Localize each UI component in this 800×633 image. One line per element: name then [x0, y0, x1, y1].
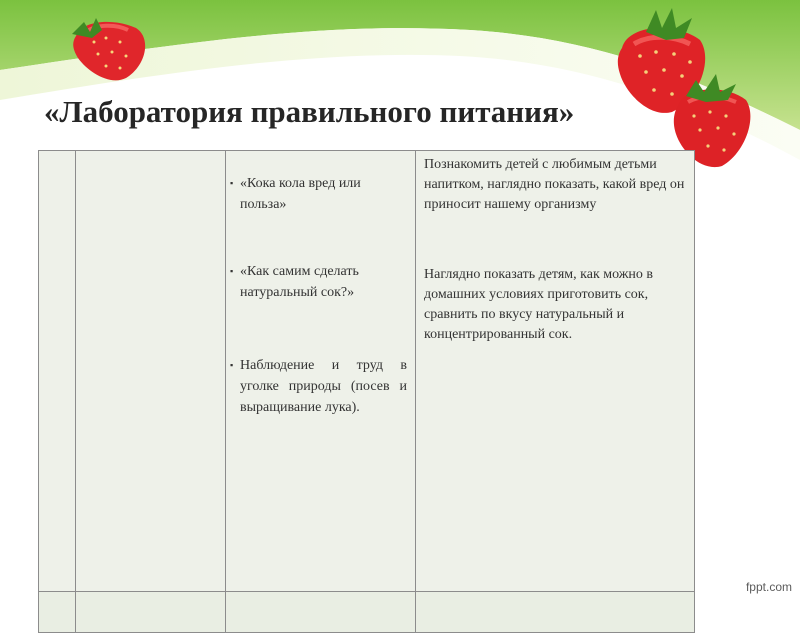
activity-item: ▪ Наблюдение и труд в уголке природы (посев и выращивание лука). — [230, 355, 407, 418]
goal-text: Наглядно показать детям, как можно в домашних условиях приготовить сок, сравнить по вкусу натуральный и концентрированный сок. — [424, 267, 654, 342]
table-cell-goals — [416, 151, 695, 592]
lesson-table — [38, 150, 695, 633]
table-cell — [39, 592, 76, 633]
activity-item: ▪ «Кока кола вред или польза» — [230, 173, 407, 225]
strawberry-icon — [66, 8, 152, 84]
slide-title: «Лаборатория правильного питания» — [44, 94, 575, 129]
table-cell-activities — [226, 151, 416, 592]
table-cell — [226, 592, 416, 633]
brand-watermark: fppt.com — [745, 580, 792, 594]
table-cell-number — [39, 151, 76, 592]
activity-item: ▪ «Как самим сделать натуральный сок?» — [230, 261, 407, 311]
table-row — [39, 151, 695, 592]
table-cell-section — [76, 151, 226, 592]
table-cell — [416, 592, 695, 633]
goal-text: Познакомить детей с любимым детьми напитком, наглядно показать, какой вред он приносит нашему организму — [424, 157, 685, 212]
table-row — [39, 592, 695, 633]
table-cell — [76, 592, 226, 633]
